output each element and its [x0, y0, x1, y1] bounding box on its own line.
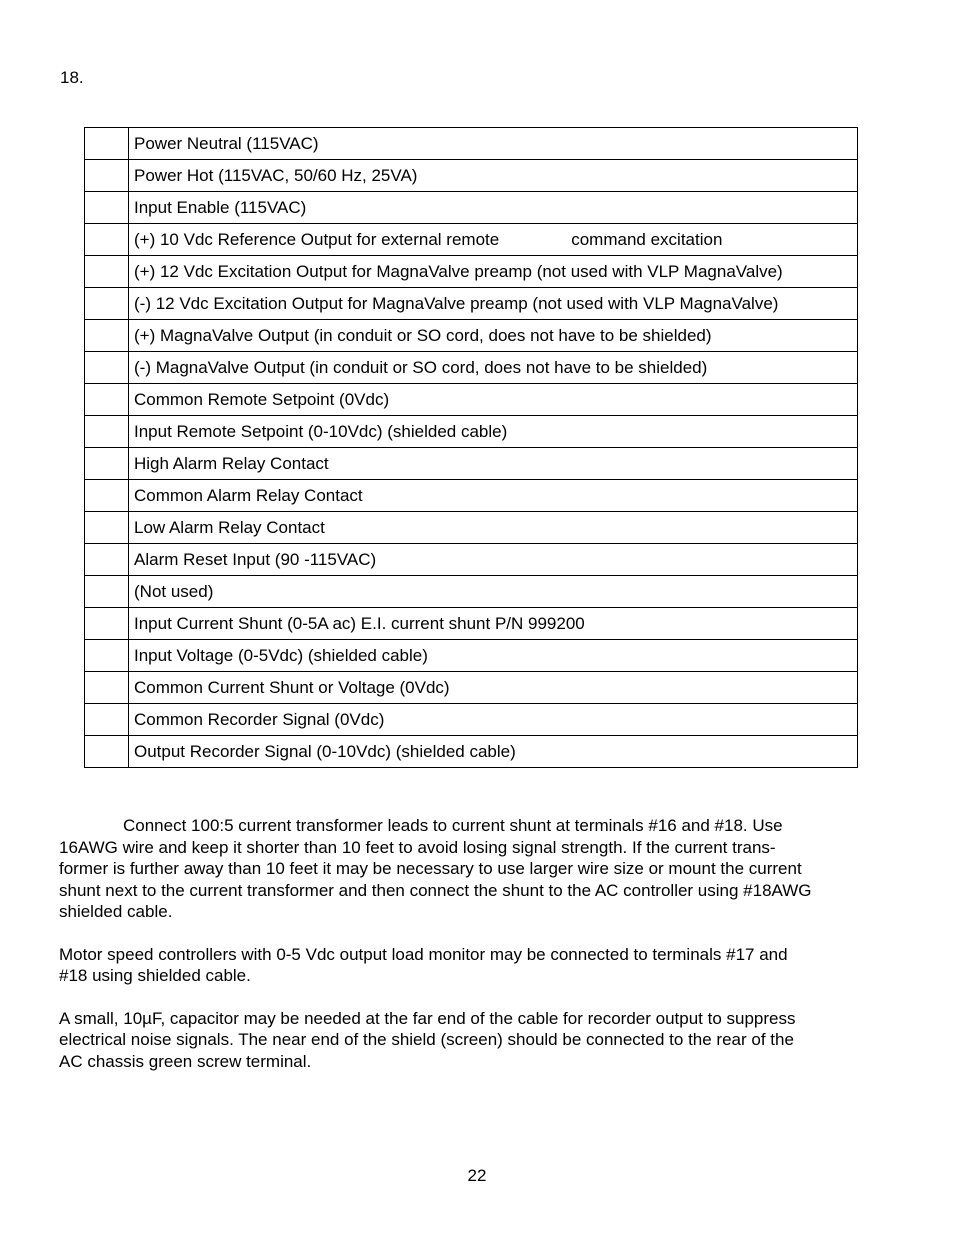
terminal-number-cell	[85, 160, 129, 192]
table-row	[85, 704, 858, 736]
terminal-description: Power Hot (115VAC, 50/60 Hz, 25VA)	[129, 160, 858, 192]
terminal-description: Common Current Shunt or Voltage (0Vdc)	[129, 672, 858, 704]
table-row	[85, 608, 858, 640]
paragraph-capacitor	[59, 1008, 899, 1073]
terminal-description: Common Recorder Signal (0Vdc)	[129, 704, 858, 736]
terminal-description: (-) MagnaValve Output (in conduit or SO cord, does not have to be shielded)	[129, 352, 858, 384]
text-line: electrical noise signals. The near end of the shield (screen) should be connected to the rear of the	[59, 1030, 794, 1049]
terminal-description: (+) MagnaValve Output (in conduit or SO cord, does not have to be shielded)	[129, 320, 858, 352]
body-text	[59, 815, 899, 1093]
terminal-number-cell	[85, 640, 129, 672]
terminal-description: (+) 12 Vdc Excitation Output for MagnaValve preamp (not used with VLP MagnaValve)	[129, 256, 858, 288]
terminal-number-cell	[85, 192, 129, 224]
terminal-number-cell	[85, 736, 129, 768]
terminal-number-cell	[85, 576, 129, 608]
table-row	[85, 544, 858, 576]
table-row	[85, 416, 858, 448]
text-line: shunt next to the current transformer and then connect the shunt to the AC controller using #18AWG	[59, 880, 812, 900]
table-row	[85, 640, 858, 672]
terminal-number-cell	[85, 224, 129, 256]
terminal-number-cell	[85, 416, 129, 448]
table-row	[85, 384, 858, 416]
text-line: Motor speed controllers with 0-5 Vdc output load monitor may be connected to terminals #17 and	[59, 944, 788, 964]
table-row	[85, 352, 858, 384]
terminal-number-cell	[85, 320, 129, 352]
table-row	[85, 160, 858, 192]
terminal-description: Input Voltage (0-5Vdc) (shielded cable)	[129, 640, 858, 672]
terminal-description: Low Alarm Relay Contact	[129, 512, 858, 544]
table-row	[85, 480, 858, 512]
terminal-description-tail: command excitation	[571, 229, 723, 249]
terminal-number-cell	[85, 256, 129, 288]
terminal-description: Common Alarm Relay Contact	[129, 480, 858, 512]
table-row	[85, 256, 858, 288]
terminal-description: Input Remote Setpoint (0-10Vdc) (shielded cable)	[129, 416, 858, 448]
text-line: Connect 100:5 current transformer leads to current shunt at terminals #16 and #18. Use	[123, 816, 783, 835]
table-row	[85, 736, 858, 768]
text-line: former is further away than 10 feet it may be necessary to use larger wire size or mount the current	[59, 859, 802, 878]
table-row	[85, 288, 858, 320]
table-row	[85, 320, 858, 352]
terminal-number-cell	[85, 128, 129, 160]
terminal-description: Input Current Shunt (0-5A ac) E.I. current shunt P/N 999200	[129, 608, 858, 640]
table-row	[85, 224, 858, 256]
terminal-description: (-) 12 Vdc Excitation Output for MagnaValve preamp (not used with VLP MagnaValve)	[129, 288, 858, 320]
terminal-description	[129, 224, 858, 256]
terminal-number-cell	[85, 480, 129, 512]
terminal-description: Input Enable (115VAC)	[129, 192, 858, 224]
page-number: 22	[467, 1166, 487, 1185]
terminal-number-cell	[85, 384, 129, 416]
table-row	[85, 576, 858, 608]
paragraph-motor-speed	[59, 944, 899, 987]
table-row	[85, 192, 858, 224]
terminal-description: Common Remote Setpoint (0Vdc)	[129, 384, 858, 416]
text-line: A small, 10µF, capacitor may be needed at the far end of the cable for recorder output to suppress	[59, 1008, 796, 1028]
text-line: #18 using shielded cable.	[59, 966, 251, 985]
table-row	[85, 512, 858, 544]
terminal-number-cell	[85, 608, 129, 640]
terminal-number-cell	[85, 704, 129, 736]
terminal-table	[84, 127, 858, 768]
paragraph-current-transformer	[59, 815, 899, 923]
terminal-number-cell	[85, 672, 129, 704]
terminal-description: Alarm Reset Input (90 -115VAC)	[129, 544, 858, 576]
terminal-description-head: (+) 10 Vdc Reference Output for external remote	[134, 229, 500, 249]
terminal-description: (Not used)	[129, 576, 858, 608]
table-row	[85, 448, 858, 480]
terminal-number-cell	[85, 352, 129, 384]
table-row	[85, 672, 858, 704]
terminal-number-cell	[85, 448, 129, 480]
terminal-description: Power Neutral (115VAC)	[129, 128, 858, 160]
terminal-description: High Alarm Relay Contact	[129, 448, 858, 480]
table-row	[85, 128, 858, 160]
text-line: AC chassis green screw terminal.	[59, 1051, 312, 1071]
text-line: shielded cable.	[59, 902, 173, 921]
text-line: 16AWG wire and keep it shorter than 10 feet to avoid losing signal strength. If the current trans-	[59, 837, 776, 857]
terminal-number-cell	[85, 512, 129, 544]
terminal-number-cell	[85, 288, 129, 320]
terminal-number-cell	[85, 544, 129, 576]
terminal-description: Output Recorder Signal (0-10Vdc) (shielded cable)	[129, 736, 858, 768]
section-number: 18.	[60, 68, 84, 87]
